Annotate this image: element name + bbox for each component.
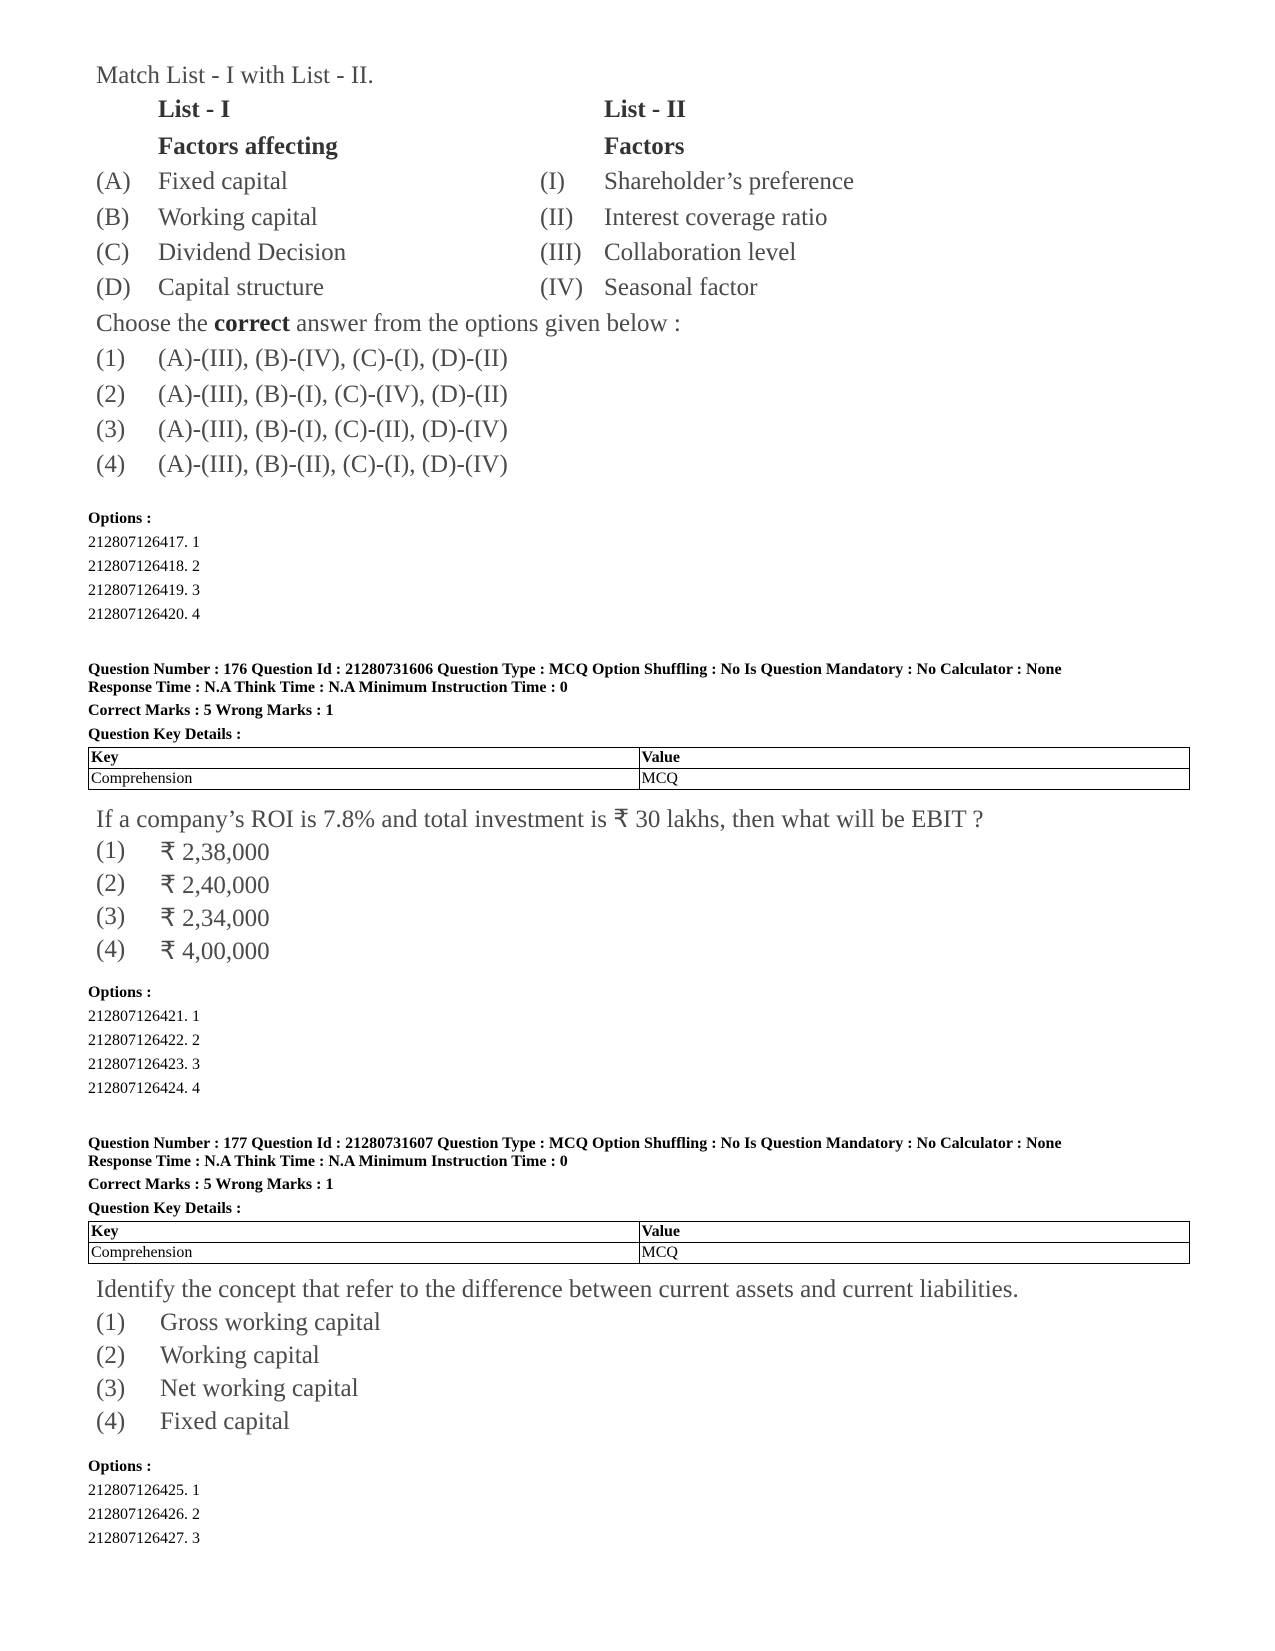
- question-header: Question Number : 176 Question Id : 21280731606 Question Type : MCQ Option Shuffling : No Is Question Mandatory : No Calculator : None: [88, 661, 1062, 678]
- value-cell: MCQ: [639, 769, 1190, 790]
- key-column-header: Key: [89, 748, 640, 769]
- list1-key: (C): [96, 239, 130, 266]
- q175-choice-num: (3): [96, 416, 126, 443]
- list2-subtitle: Factors: [604, 133, 685, 160]
- q177-meta-block: [88, 1135, 1190, 1264]
- q176-question-image: [0, 800, 1275, 970]
- option-item: 212807126426. 2: [88, 1506, 200, 1523]
- q175-choice-num: (2): [96, 381, 126, 408]
- options-label: Options :: [88, 510, 152, 527]
- q176-choice-text: ₹ 4,00,000: [160, 938, 270, 965]
- option-item: 212807126422. 2: [88, 1032, 200, 1049]
- value-cell: MCQ: [639, 1243, 1190, 1264]
- question-header: Question Number : 177 Question Id : 21280731607 Question Type : MCQ Option Shuffling : No Is Question Mandatory : No Calculator : None: [88, 1135, 1062, 1152]
- option-item: 212807126420. 4: [88, 606, 200, 623]
- list2-item: Interest coverage ratio: [604, 204, 828, 231]
- q176-choice-num: (4): [96, 936, 126, 963]
- question-key-details-label: Question Key Details :: [88, 1200, 242, 1217]
- list2-title: List - II: [604, 96, 686, 123]
- list1-item: Working capital: [158, 204, 318, 231]
- list2-key: (II): [540, 204, 574, 231]
- list1-key: (D): [96, 274, 131, 301]
- option-item: 212807126424. 4: [88, 1080, 200, 1097]
- question-timing: Response Time : N.A Think Time : N.A Minimum Instruction Time : 0: [88, 1153, 568, 1170]
- q175-choice-text: (A)-(III), (B)-(IV), (C)-(I), (D)-(II): [158, 345, 508, 372]
- list1-item: Dividend Decision: [158, 239, 347, 266]
- q176-choice-num: (3): [96, 903, 126, 930]
- q177-choice-text: Fixed capital: [160, 1408, 290, 1435]
- q176-meta-block: [88, 661, 1190, 790]
- q176-choice-text: ₹ 2,34,000: [160, 905, 270, 932]
- q175-choice-text: (A)-(III), (B)-(I), (C)-(II), (D)-(IV): [158, 416, 508, 443]
- q176-question-text: If a company’s ROI is 7.8% and total investment is ₹ 30 lakhs, then what will be EBIT ?: [96, 806, 984, 833]
- option-item: 212807126421. 1: [88, 1008, 200, 1025]
- q177-question-image: [0, 1272, 1275, 1442]
- q176-choice-num: (2): [96, 870, 126, 897]
- q176-choice-text: ₹ 2,38,000: [160, 839, 270, 866]
- value-column-header: Value: [639, 748, 1190, 769]
- question-key-table: [88, 1221, 1190, 1264]
- q177-question-text: Identify the concept that refer to the difference between current assets and current liabilities.: [96, 1276, 1019, 1303]
- q177-options-block: [88, 1455, 200, 1551]
- list2-key: (I): [540, 168, 565, 195]
- q177-choice-num: (2): [96, 1342, 126, 1369]
- question-marks: Correct Marks : 5 Wrong Marks : 1: [88, 702, 334, 719]
- q175-intro: Match List - I with List - II.: [96, 62, 374, 89]
- options-label: Options :: [88, 1458, 152, 1475]
- list1-title: List - I: [158, 96, 231, 123]
- key-cell: Comprehension: [89, 769, 640, 790]
- q175-choice-num: (1): [96, 345, 126, 372]
- list1-subtitle: Factors affecting: [158, 133, 338, 160]
- q176-choice-text: ₹ 2,40,000: [160, 872, 270, 899]
- list1-item: Capital structure: [158, 274, 324, 301]
- option-item: 212807126418. 2: [88, 558, 200, 575]
- list2-key: (IV): [540, 274, 584, 301]
- option-item: 212807126425. 1: [88, 1482, 200, 1499]
- q175-choice-text: (A)-(III), (B)-(II), (C)-(I), (D)-(IV): [158, 451, 508, 478]
- q177-choice-text: Working capital: [160, 1342, 320, 1369]
- q177-choice-text: Net working capital: [160, 1375, 359, 1402]
- q175-choice-num: (4): [96, 451, 126, 478]
- question-key-details-label: Question Key Details :: [88, 726, 242, 743]
- q177-choice-text: Gross working capital: [160, 1309, 381, 1336]
- option-item: 212807126423. 3: [88, 1056, 200, 1073]
- list1-item: Fixed capital: [158, 168, 288, 195]
- question-marks: Correct Marks : 5 Wrong Marks : 1: [88, 1176, 334, 1193]
- list1-key: (B): [96, 204, 130, 231]
- q175-question-image: [0, 0, 1275, 500]
- option-item: 212807126427. 3: [88, 1530, 200, 1547]
- q176-choice-num: (1): [96, 837, 126, 864]
- q175-choose-instruction: Choose the correct answer from the options given below :: [96, 310, 681, 337]
- q177-choice-num: (1): [96, 1309, 126, 1336]
- options-label: Options :: [88, 984, 152, 1001]
- option-item: 212807126417. 1: [88, 534, 200, 551]
- q175-options-block: [88, 507, 200, 627]
- question-timing: Response Time : N.A Think Time : N.A Minimum Instruction Time : 0: [88, 679, 568, 696]
- question-key-table: [88, 747, 1190, 790]
- q177-choice-num: (4): [96, 1408, 126, 1435]
- list1-key: (A): [96, 168, 131, 195]
- value-column-header: Value: [639, 1222, 1190, 1243]
- q177-choice-num: (3): [96, 1375, 126, 1402]
- key-cell: Comprehension: [89, 1243, 640, 1264]
- list2-item: Seasonal factor: [604, 274, 758, 301]
- q175-choice-text: (A)-(III), (B)-(I), (C)-(IV), (D)-(II): [158, 381, 508, 408]
- list2-item: Collaboration level: [604, 239, 797, 266]
- list2-item: Shareholder’s preference: [604, 168, 855, 195]
- key-column-header: Key: [89, 1222, 640, 1243]
- option-item: 212807126419. 3: [88, 582, 200, 599]
- q176-options-block: [88, 981, 200, 1101]
- list2-key: (III): [540, 239, 582, 266]
